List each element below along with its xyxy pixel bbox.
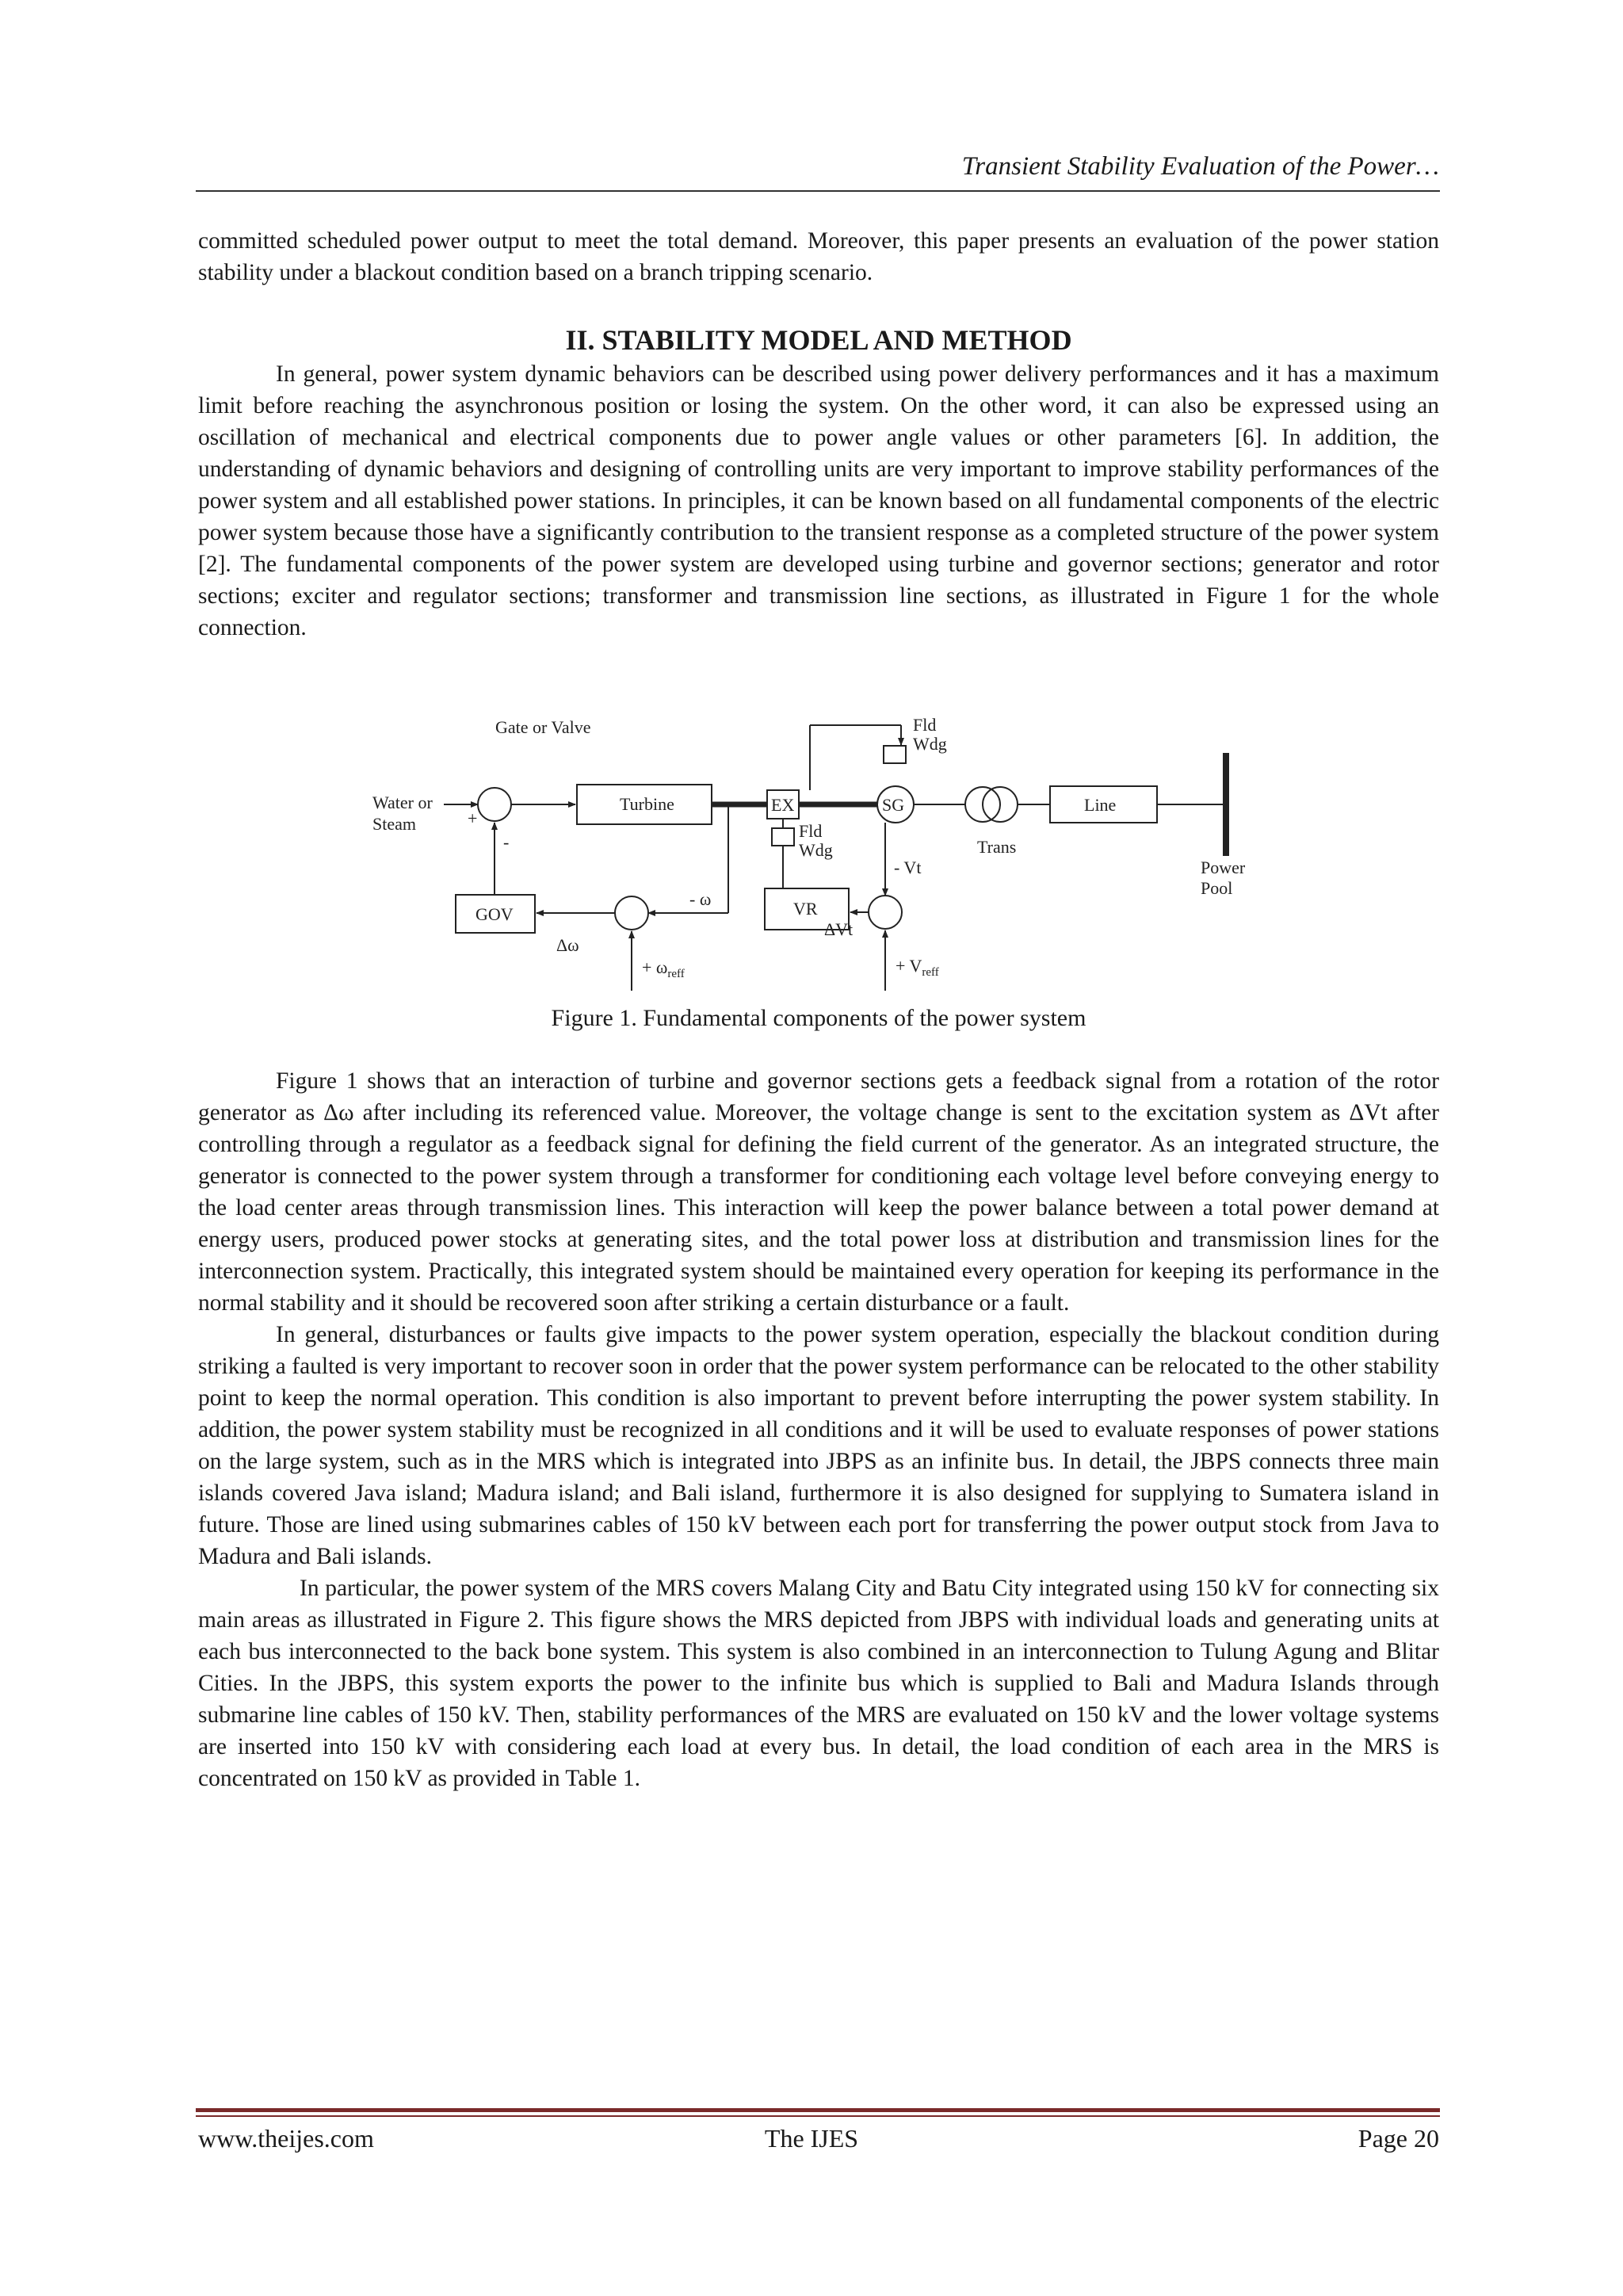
field-winding-bottom	[772, 828, 794, 846]
label-steam: Steam	[372, 814, 416, 834]
footer-rule-thin	[196, 2115, 1440, 2117]
label-plus-input: +	[468, 808, 478, 828]
summing-junction-omega	[615, 896, 648, 930]
section-title: II. STABILITY MODEL AND METHOD	[565, 324, 1072, 356]
summing-junction-vt	[869, 896, 902, 929]
paragraph-1-block	[198, 358, 1439, 644]
paragraph-4: In particular, the power system of the MRS covers Malang City and Batu City integrated using 150 kV for connecting six main areas as illustrated in Figure 2. This figure shows the MRS depicted from JBPS with individual loads and generating units at each bus interconnected to the back bone system. This system is also combined in an interconnection to Tulung Agung and Blitar Cities. In the JBPS, this system exports the power to the infinite bus which is supplied to Bali and Madura Islands through submarine line cables of 150 kV. Then, stability performances of the MRS are evaluated on 150 kV and the lower voltage systems are inserted into 150 kV with considering each load at every bus. In detail, the load condition of each area in the MRS is concentrated on 150 kV as provided in Table 1.	[198, 1576, 1439, 1791]
label-pool: Pool	[1201, 878, 1233, 898]
label-plus-v-ref: + $V_{reff}$	[896, 956, 939, 979]
label-gov: GOV	[475, 904, 514, 924]
label-delta-omega: Δω	[556, 935, 579, 955]
running-title: Transient Stability Evaluation of the Power…	[961, 152, 1439, 181]
label-sg: SG	[882, 795, 905, 815]
label-vr: VR	[793, 899, 818, 919]
label-water-or: Water or	[372, 793, 433, 812]
figure-caption: Figure 1. Fundamental components of the power system	[551, 1005, 1086, 1031]
label-minus-vt: - Vt	[894, 858, 922, 877]
header-rule	[196, 190, 1440, 192]
footer-rule-thick	[196, 2108, 1440, 2112]
footer-website[interactable]: www.theijes.com	[198, 2124, 374, 2153]
label-minus-gov: -	[503, 832, 510, 852]
label-plus-omega-ref: + $\omega_{reff}$	[642, 957, 685, 980]
field-winding-top	[884, 746, 906, 763]
label-power: Power	[1201, 858, 1246, 877]
label-fld-top: Fld	[913, 715, 937, 735]
footer-page-number: Page 20	[1358, 2124, 1439, 2153]
footer-journal: The IJES	[764, 2124, 859, 2153]
label-line: Line	[1084, 795, 1117, 815]
label-ex: EX	[771, 795, 795, 815]
paragraph-1: In general, power system dynamic behaviors can be described using power delivery performances and it has a maximum limit before reaching the asynchronous position or losing the system. On the other word, it can also be expressed using an oscillation of mechanical and electrical components due to power angle values or other parameters [6]. In addition, the understanding of dynamic behaviors and designing of controlling units are very important to improve stability performances of the power system and all established power stations. In principles, it can be known based on all fundamental components of the electric power system because those have a significantly contribution to the transient response as a completed structure of the power system [2]. The fundamental components of the power system are developed using turbine and governor sections; generator and rotor sections; exciter and regulator sections; transformer and transmission line sections, as illustrated in Figure 1 for the whole connection.	[198, 361, 1439, 640]
label-trans: Trans	[977, 837, 1017, 857]
label-delta-vt: ΔVt	[824, 919, 854, 939]
paragraph-3: In general, disturbances or faults give impacts to the power system operation, especially the blackout condition during striking a faulted is very important to recover soon in order that the power system performance can be relocated to the other stability point to keep the normal operation. This condition is also important to prevent before interrupting the power system stability. In addition, the power system stability must be recognized in all conditions and it will be used to evaluate responses of power stations on the large system, such as in the MRS which is integrated into JBPS as an infinite bus. In detail, the JBPS connects three main islands covered Java island; Madura island; and Bali island, furthermore it is also designed for supplying to Sumatera island in future. Those are lined using submarines cables of 150 kV between each port for transferring the power output stock from Java to Madura and Bali islands.	[198, 1322, 1439, 1569]
body-text-block	[198, 1065, 1439, 1794]
label-minus-omega: - ω	[689, 889, 712, 909]
label-wdg-top: Wdg	[913, 734, 947, 754]
label-fld-bottom: Fld	[799, 821, 823, 841]
figure-1	[349, 697, 1276, 999]
label-wdg-bottom: Wdg	[799, 840, 833, 860]
paragraph-2: Figure 1 shows that an interaction of turbine and governor sections gets a feedback signal from a rotation of the rotor generator as Δω after including its referenced value. Moreover, the voltage change is sent to the excitation system as ΔVt after controlling through a regulator as a feedback signal for defining the field current of the generator. As an integrated structure, the generator is connected to the power system through a transformer for conditioning each voltage level before conveying energy to the load center areas through transmission lines. This interaction will keep the power balance between a total power demand at energy users, produced power stocks at generating sites, and the total power loss at distribution and transmission lines for the interconnection system. Practically, this integrated system should be maintained every operation for keeping its performance in the normal stability and it should be recovered soon after striking a certain disturbance or a fault.	[198, 1068, 1439, 1316]
label-turbine: Turbine	[620, 794, 674, 814]
intro-paragraph: committed scheduled power output to meet the total demand. Moreover, this paper presents an evaluation of the power station stability under a blackout condition based on a branch tripping scenario.	[198, 228, 1439, 285]
label-gate-or-valve: Gate or Valve	[495, 717, 591, 737]
block-diagram	[349, 697, 1276, 999]
summing-junction-1	[478, 788, 511, 821]
